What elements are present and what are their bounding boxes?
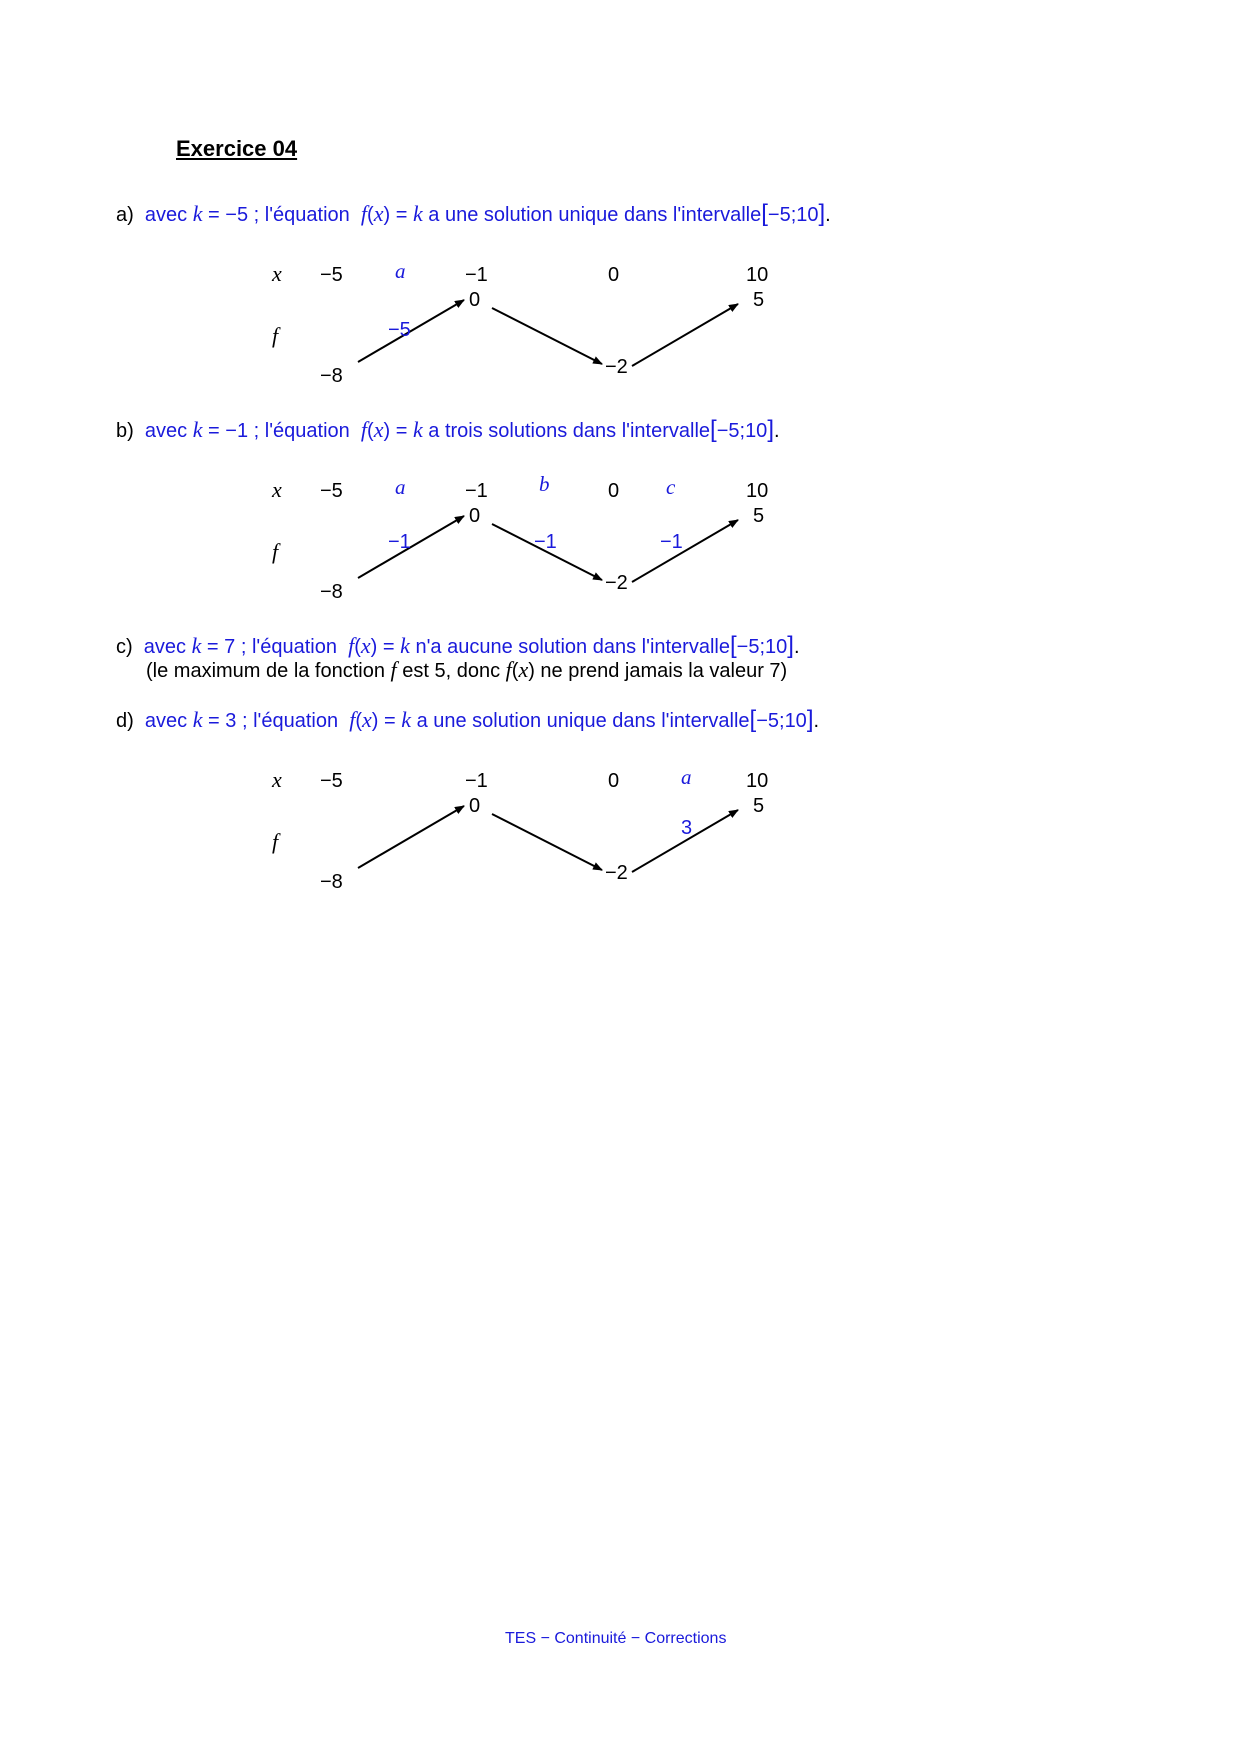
tv-d-solution-a: a xyxy=(681,765,692,789)
tv-a-x-label: x xyxy=(272,261,282,286)
part-a-verb: a une solution unique xyxy=(428,204,619,226)
part-c-note: (le maximum de la fonction f est 5, donc f(x) ne prend jamais la valeur 7) xyxy=(146,657,788,682)
tv-b-x-label: x xyxy=(272,477,282,502)
tv-a-f1: −8 xyxy=(320,365,343,387)
page-footer: TES − Continuité − Corrections xyxy=(505,1630,727,1647)
part-b-statement: b) avec k = −1 ; l'équation f(x) = k a trois solutions dans l'intervalle[−5;10]. xyxy=(116,416,780,443)
tv-b-x1: −5 xyxy=(320,480,343,502)
part-d-k-value: 3 xyxy=(225,710,237,732)
part-b-letter: b) xyxy=(116,420,134,442)
tv-a-f4: 5 xyxy=(753,289,765,311)
tv-a-f2: 0 xyxy=(469,289,481,311)
tv-a-x4: 10 xyxy=(746,264,769,286)
tv-b-k-label-2: −1 xyxy=(534,531,557,553)
tv-d-f2: 0 xyxy=(469,795,481,817)
part-c-statement: c) avec k = 7 ; l'équation f(x) = k n'a aucune solution dans l'intervalle[−5;10]. xyxy=(116,632,800,659)
part-d-verb: a une solution unique xyxy=(416,710,607,732)
tv-d-x3: 0 xyxy=(608,770,620,792)
tv-b-solution-b: b xyxy=(539,472,550,496)
tv-d-f4: 5 xyxy=(753,795,765,817)
tv-d-f1: −8 xyxy=(320,871,343,893)
part-d-letter: d) xyxy=(116,710,134,732)
tv-d-k-label: 3 xyxy=(681,817,693,839)
tv-b-f2: 0 xyxy=(469,505,481,527)
tv-a-f3: −2 xyxy=(605,356,628,378)
tv-b-arrow-up-2 xyxy=(632,520,738,582)
tv-a-f-label: f xyxy=(272,323,279,348)
part-b-verb: a trois solutions xyxy=(428,420,568,442)
tv-d-arrow-up-1 xyxy=(358,806,464,868)
tv-d-x2: −1 xyxy=(465,770,488,792)
tv-b-k-label-3: −1 xyxy=(660,531,683,553)
tv-a-arrow-down xyxy=(492,308,602,364)
tv-b-f4: 5 xyxy=(753,505,765,527)
part-a-letter: a) xyxy=(116,204,134,226)
tv-b-k-label-1: −1 xyxy=(388,531,411,553)
part-d-statement: d) avec k = 3 ; l'équation f(x) = k a une solution unique dans l'intervalle[−5;10]. xyxy=(116,706,820,733)
part-c-verb: n'a aucune solution xyxy=(415,636,588,658)
tv-a-arrow-up-1 xyxy=(358,300,464,362)
part-c-k-value: 7 xyxy=(224,636,236,658)
part-a-k-value: −5 xyxy=(225,204,249,226)
tv-a-x1: −5 xyxy=(320,264,343,286)
part-c-letter: c) xyxy=(116,636,133,658)
tv-b-f1: −8 xyxy=(320,581,343,603)
tv-a-x2: −1 xyxy=(465,264,488,286)
tv-b-x2: −1 xyxy=(465,480,488,502)
tv-d-f3: −2 xyxy=(605,862,628,884)
part-a-statement: a) avec k = −5 ; l'équation f(x) = k a une solution unique dans l'intervalle[−5;10]. xyxy=(116,200,831,227)
tv-a-k-label: −5 xyxy=(388,319,411,341)
exercise-title: Exercice 04 xyxy=(176,136,298,161)
tv-b-f-label: f xyxy=(272,539,279,564)
tv-a-arrow-up-2 xyxy=(632,304,738,366)
tv-d-x4: 10 xyxy=(746,770,769,792)
tv-a-x3: 0 xyxy=(608,264,620,286)
tv-d-f-label: f xyxy=(272,829,279,854)
tv-a-solution-a: a xyxy=(395,259,406,283)
part-b-k-value: −1 xyxy=(225,420,249,442)
tv-d-x1: −5 xyxy=(320,770,343,792)
tv-b-x4: 10 xyxy=(746,480,769,502)
tv-b-solution-a: a xyxy=(395,475,406,499)
tv-d-x-label: x xyxy=(272,767,282,792)
tv-b-arrow-up-1 xyxy=(358,516,464,578)
tv-d-arrow-down xyxy=(492,814,602,870)
tv-b-x3: 0 xyxy=(608,480,620,502)
tv-b-solution-c: c xyxy=(666,475,676,499)
tv-b-f3: −2 xyxy=(605,572,628,594)
